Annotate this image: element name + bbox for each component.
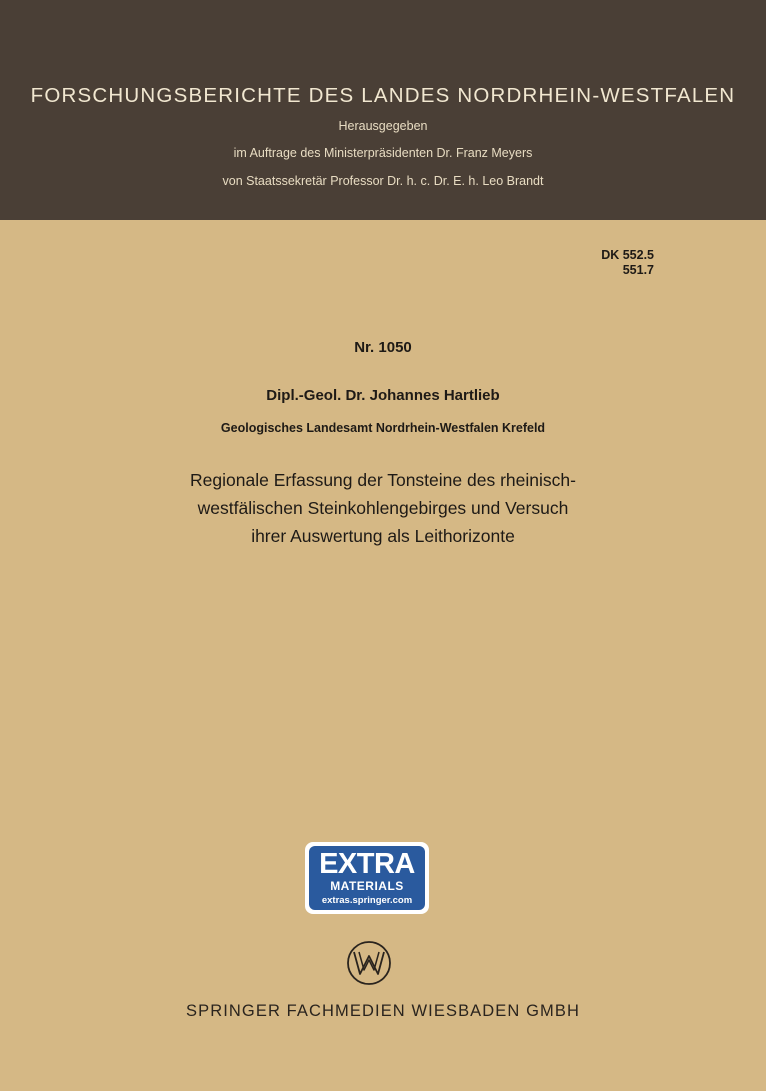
title-line-1: Regionale Erfassung der Tonsteine des rheinisch- [190, 470, 576, 490]
publisher-name: SPRINGER FACHMEDIEN WIESBADEN GMBH [185, 1002, 581, 1020]
springer-vw-logo-icon [346, 940, 392, 986]
extra-materials-panel [309, 846, 425, 910]
dk-code-2: 551.7 [622, 263, 654, 277]
dk-classification [601, 248, 654, 278]
extra-materials-badge [305, 842, 429, 914]
issue-number: Nr. 1050 [354, 339, 412, 356]
series-title: FORSCHUNGSBERICHTE DES LANDES NORDRHEIN-WESTFALEN [30, 84, 736, 107]
author-institution: Geologisches Landesamt Nordrhein-Westfalen Krefeld [220, 421, 546, 435]
dk-code-1: DK 552.5 [601, 248, 654, 262]
title-line-2: westfälischen Steinkohlengebirges und Versuch [197, 498, 569, 518]
editor-line-3: von Staatssekretär Professor Dr. h. c. Dr. E. h. Leo Brandt [222, 174, 544, 188]
series-header [0, 0, 766, 220]
extra-materials-url: extras.springer.com [321, 895, 413, 906]
editor-line-2: im Auftrage des Ministerpräsidenten Dr. Franz Meyers [233, 146, 533, 160]
materials-word: MATERIALS [330, 879, 404, 893]
author-name: Dipl.-Geol. Dr. Johannes Hartlieb [266, 387, 500, 404]
editor-line-1: Herausgegeben [338, 119, 428, 133]
title-line-3: ihrer Auswertung als Leithorizonte [251, 526, 515, 546]
book-title [0, 466, 766, 550]
extra-word: EXTRA [319, 848, 415, 880]
